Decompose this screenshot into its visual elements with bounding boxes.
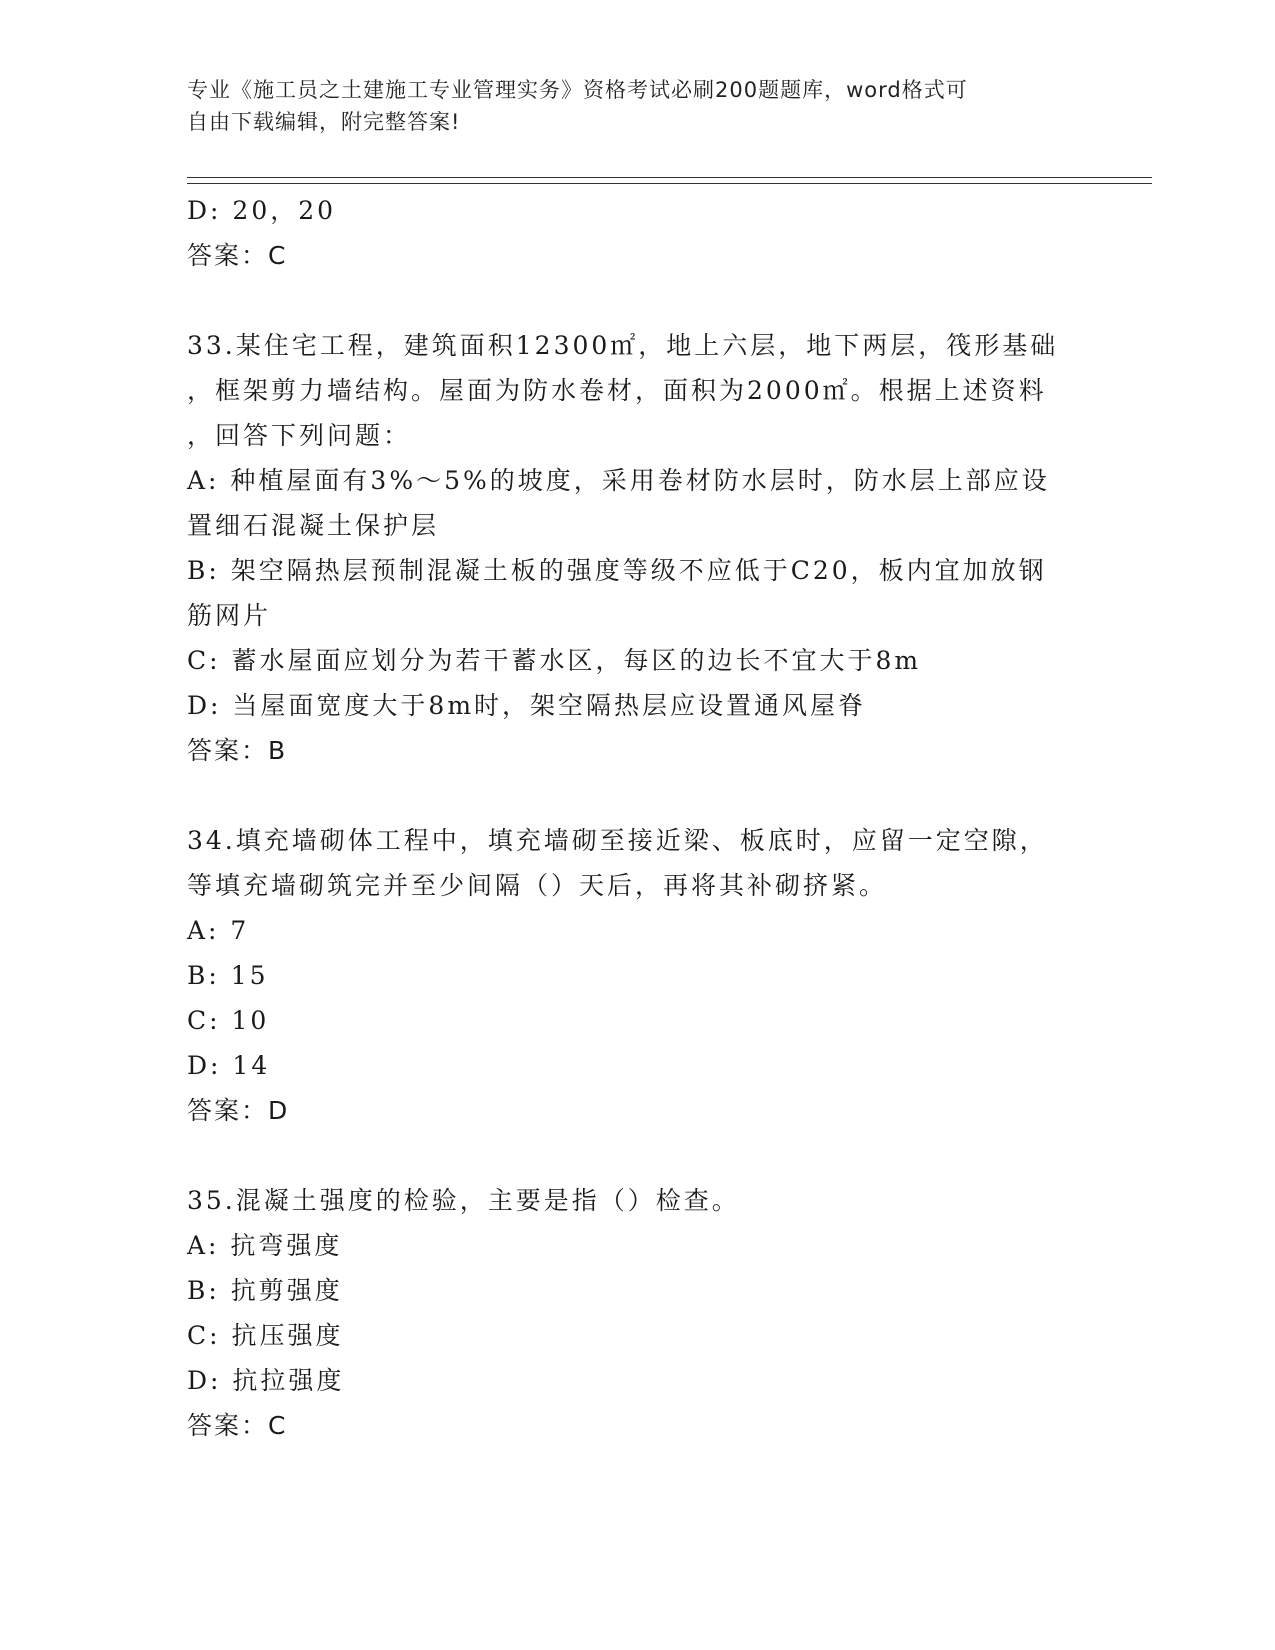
option-b: B: 抗剪强度: [187, 1276, 343, 1305]
spacer: [187, 773, 1087, 818]
option-b: B: 15: [187, 961, 269, 990]
question-stem-line: ，框架剪力墙结构。屋面为防水卷材，面积为2000㎡。根据上述资料: [187, 376, 1047, 405]
question-34: [187, 818, 1087, 1133]
answer: 答案：D: [187, 1096, 290, 1125]
header-line-1: 专业《施工员之土建施工专业管理实务》资格考试必刷200题题库，word格式可: [187, 78, 968, 102]
option-d: D: 抗拉强度: [187, 1366, 345, 1395]
answer: 答案：B: [187, 736, 288, 765]
question-stem-line: 33.某住宅工程，建筑面积12300㎡，地上六层，地下两层，筏形基础: [187, 331, 1059, 360]
option-d: D: 14: [187, 1051, 271, 1080]
option-b-continued: 筋网片: [187, 601, 272, 630]
option-a: A: 抗弯强度: [187, 1231, 343, 1260]
question-stem-line: 等填充墙砌筑完并至少间隔（）天后，再将其补砌挤紧。: [187, 871, 888, 900]
header-divider-bottom: [187, 183, 1152, 184]
question-stem-line: ，回答下列问题：: [187, 421, 412, 450]
answer: 答案：C: [187, 1411, 288, 1440]
option-a: A: 7: [187, 916, 250, 945]
option-c: C: 抗压强度: [187, 1321, 344, 1350]
header-line-2: 自由下载编辑，附完整答案!: [187, 110, 461, 134]
prev-answer: 答案：C: [187, 241, 288, 270]
document-header: [187, 74, 1067, 138]
prev-option-d: D: 20，20: [187, 196, 337, 225]
question-35: [187, 1178, 1087, 1448]
header-divider-top: [187, 177, 1152, 178]
option-b: B: 架空隔热层预制混凝土板的强度等级不应低于C20，板内宜加放钢: [187, 556, 1047, 585]
option-c: C: 10: [187, 1006, 270, 1035]
question-list: [187, 188, 1087, 1448]
spacer: [187, 278, 1087, 323]
question-stem-line: 35.混凝土强度的检验，主要是指（）检查。: [187, 1186, 740, 1215]
option-a: A: 种植屋面有3%～5%的坡度，采用卷材防水层时，防水层上部应设: [187, 466, 1050, 495]
question-stem-line: 34.填充墙砌体工程中，填充墙砌至接近梁、板底时，应留一定空隙，: [187, 826, 1048, 855]
option-d: D: 当屋面宽度大于8m时，架空隔热层应设置通风屋脊: [187, 691, 867, 720]
option-c: C: 蓄水屋面应划分为若干蓄水区，每区的边长不宜大于8m: [187, 646, 922, 675]
question-33: [187, 323, 1087, 773]
option-a-continued: 置细石混凝土保护层: [187, 511, 440, 540]
spacer: [187, 1133, 1087, 1178]
